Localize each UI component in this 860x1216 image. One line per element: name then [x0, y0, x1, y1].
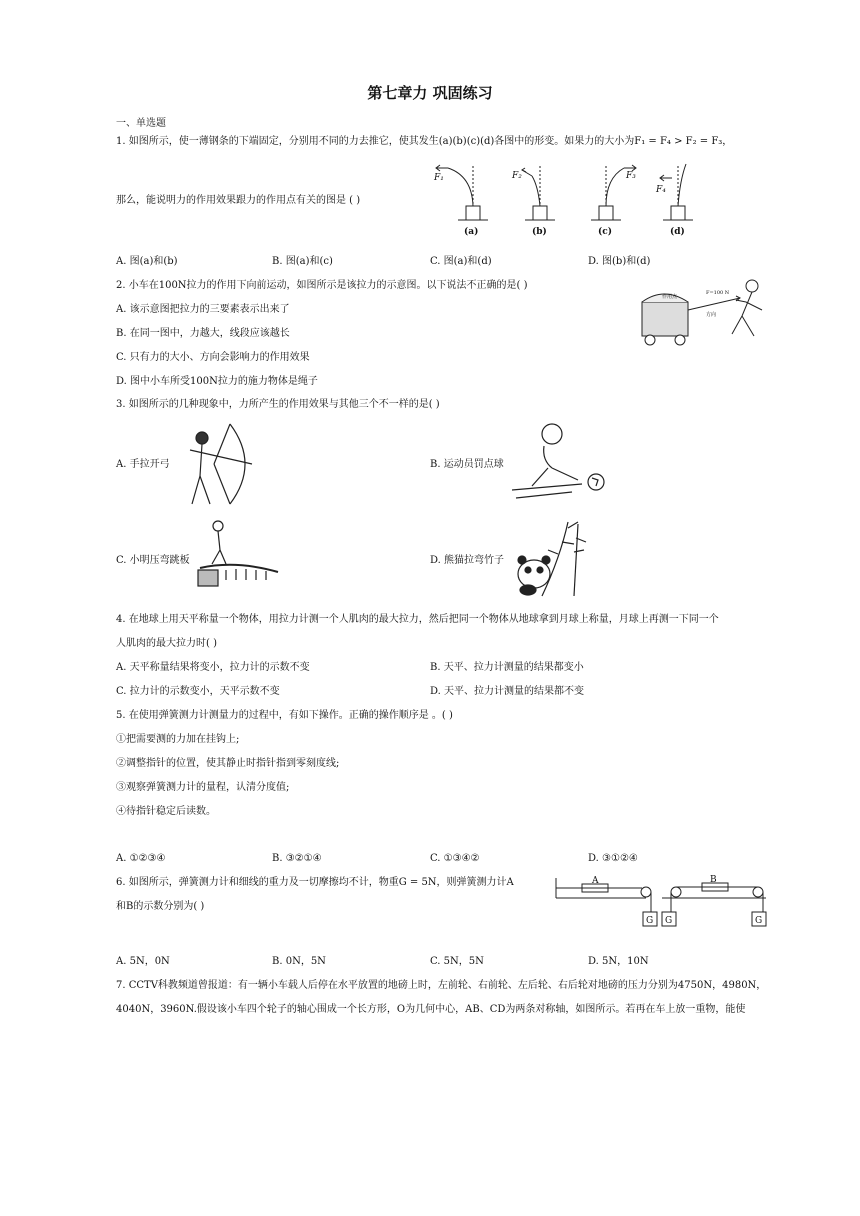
- q7-stem-line1: 7. CCTV科教频道曾报道：有一辆小车载人后停在水平放置的地磅上时，左前轮、右前轮、左后轮、右后轮对地磅的压力分别为4750N，4980N，: [116, 980, 767, 991]
- q2-stem: 2. 小车在100N拉力的作用下向前运动，如图所示是该拉力的示意图。以下说法不正确的是( ): [116, 280, 528, 291]
- q2-option-d: D. 图中小车所受100N拉力的施力物体是绳子: [116, 376, 318, 387]
- q6-weight-3-label: G: [755, 916, 763, 926]
- q5-step-4: ④待指针稳定后读数。: [116, 806, 216, 817]
- q2-force-label: F=100 N: [706, 290, 730, 296]
- q2-option-b: B. 在同一图中，力越大，线段应该越长: [116, 328, 290, 339]
- q4-option-c: C. 拉力计的示数变小，天平示数不变: [116, 686, 280, 697]
- q1-option-a: A. 图(a)和(b): [116, 256, 178, 267]
- q1-fig-a-label: (a): [464, 227, 479, 237]
- q1-steel-strip-figure: [428, 158, 708, 240]
- q6-option-c: C. 5N，5N: [430, 956, 484, 967]
- q2-action-point-label: 作用点: [662, 294, 678, 300]
- q3-panda-bamboo-image: [512, 518, 592, 598]
- q2-cart-pull-figure: [636, 276, 770, 348]
- q7-stem-line2: 4040N，3960N.假设该小车四个轮子的轴心围成一个长方形，O为几何中心，AB、CD为两条对称轴，如图所示。若再在车上放一重物，能使: [116, 1004, 746, 1015]
- q1-option-c: C. 图(a)和(d): [430, 256, 492, 267]
- q5-step-1: ①把需要测的力加在挂钩上;: [116, 734, 240, 745]
- page-title: 第七章力 巩固练习: [367, 84, 493, 102]
- q5-step-3: ③观察弹簧测力计的量程，认清分度值;: [116, 782, 290, 793]
- q6-scale-a-label: A: [592, 876, 599, 886]
- q1-stem-line1: 1. 如图所示，使一薄钢条的下端固定，分别用不同的力去推它，使其发生(a)(b)(c)(d)各图中的形变。如果力的大小为F₁ = F₄ > F₂ = F₃，: [116, 136, 733, 147]
- q6-option-a: A. 5N，0N: [116, 956, 170, 967]
- q6-option-d: D. 5N，10N: [588, 956, 649, 967]
- q6-stem-line2: 和B的示数分别为( ): [116, 901, 205, 912]
- q5-stem: 5. 在使用弹簧测力计测量力的过程中，有如下操作。正确的操作顺序是 。( ): [116, 710, 453, 721]
- q6-scale-b-label: B: [710, 875, 717, 885]
- q5-option-b: B. ③②①④: [272, 853, 322, 864]
- q6-weight-2-label: G: [665, 916, 673, 926]
- section-heading: 一、单选题: [116, 118, 166, 129]
- q3-option-b: B. 运动员罚点球: [430, 459, 504, 470]
- q1-fig-b-label: (b): [532, 227, 547, 237]
- q1-f4-label: F₄: [656, 185, 666, 195]
- q1-f1-label: F₁: [434, 173, 444, 183]
- q1-stem-line2: 那么，能说明力的作用效果跟力的作用点有关的图是 ( ): [116, 195, 361, 206]
- q5-option-a: A. ①②③④: [116, 853, 166, 864]
- q2-direction-label: 方向: [706, 312, 717, 318]
- q3-option-a: A. 手拉开弓: [116, 459, 170, 470]
- q2-option-c: C. 只有力的大小、方向会影响力的作用效果: [116, 352, 310, 363]
- q4-option-b: B. 天平、拉力计测量的结果都变小: [430, 662, 584, 673]
- q1-option-d: D. 图(b)和(d): [588, 256, 651, 267]
- q4-stem-line1: 4. 在地球上用天平称量一个物体，用拉力计测一个人肌肉的最大拉力，然后把同一个物体从地球拿到月球上称量，月球上再测一下同一个: [116, 614, 719, 625]
- q3-option-c: C. 小明压弯跳板: [116, 555, 190, 566]
- q2-option-a: A. 该示意图把拉力的三要素表示出来了: [116, 304, 290, 315]
- q1-fig-c-label: (c): [598, 227, 612, 237]
- q4-option-d: D. 天平、拉力计测量的结果都不变: [430, 686, 585, 697]
- q1-f3-label: F₃: [626, 171, 636, 181]
- q6-option-b: B. 0N，5N: [272, 956, 326, 967]
- q4-stem-line2: 人肌肉的最大拉力时( ): [116, 638, 217, 649]
- q3-option-d: D. 熊猫拉弯竹子: [430, 555, 505, 566]
- q5-option-c: C. ①③④②: [430, 853, 480, 864]
- q6-spring-scale-figure: [552, 874, 770, 930]
- q4-option-a: A. 天平称量结果将变小，拉力计的示数不变: [116, 662, 310, 673]
- q3-football-player-image: [512, 420, 608, 504]
- q6-stem-line1: 6. 如图所示，弹簧测力计和细线的重力及一切摩擦均不计，物重G = 5N，则弹簧测力计A: [116, 877, 514, 888]
- q5-step-2: ②调整指针的位置，使其静止时指针指到零刻度线;: [116, 758, 340, 769]
- q1-fig-d-label: (d): [670, 227, 685, 237]
- q3-stem: 3. 如图所示的几种现象中，力所产生的作用效果与其他三个不一样的是( ): [116, 399, 440, 410]
- q1-option-b: B. 图(a)和(c): [272, 256, 333, 267]
- q3-archer-image: [180, 420, 260, 508]
- q1-f2-label: F₂: [512, 171, 522, 181]
- q5-option-d: D. ③①②④: [588, 853, 638, 864]
- q6-weight-1-label: G: [646, 916, 654, 926]
- q3-diving-board-image: [196, 518, 280, 588]
